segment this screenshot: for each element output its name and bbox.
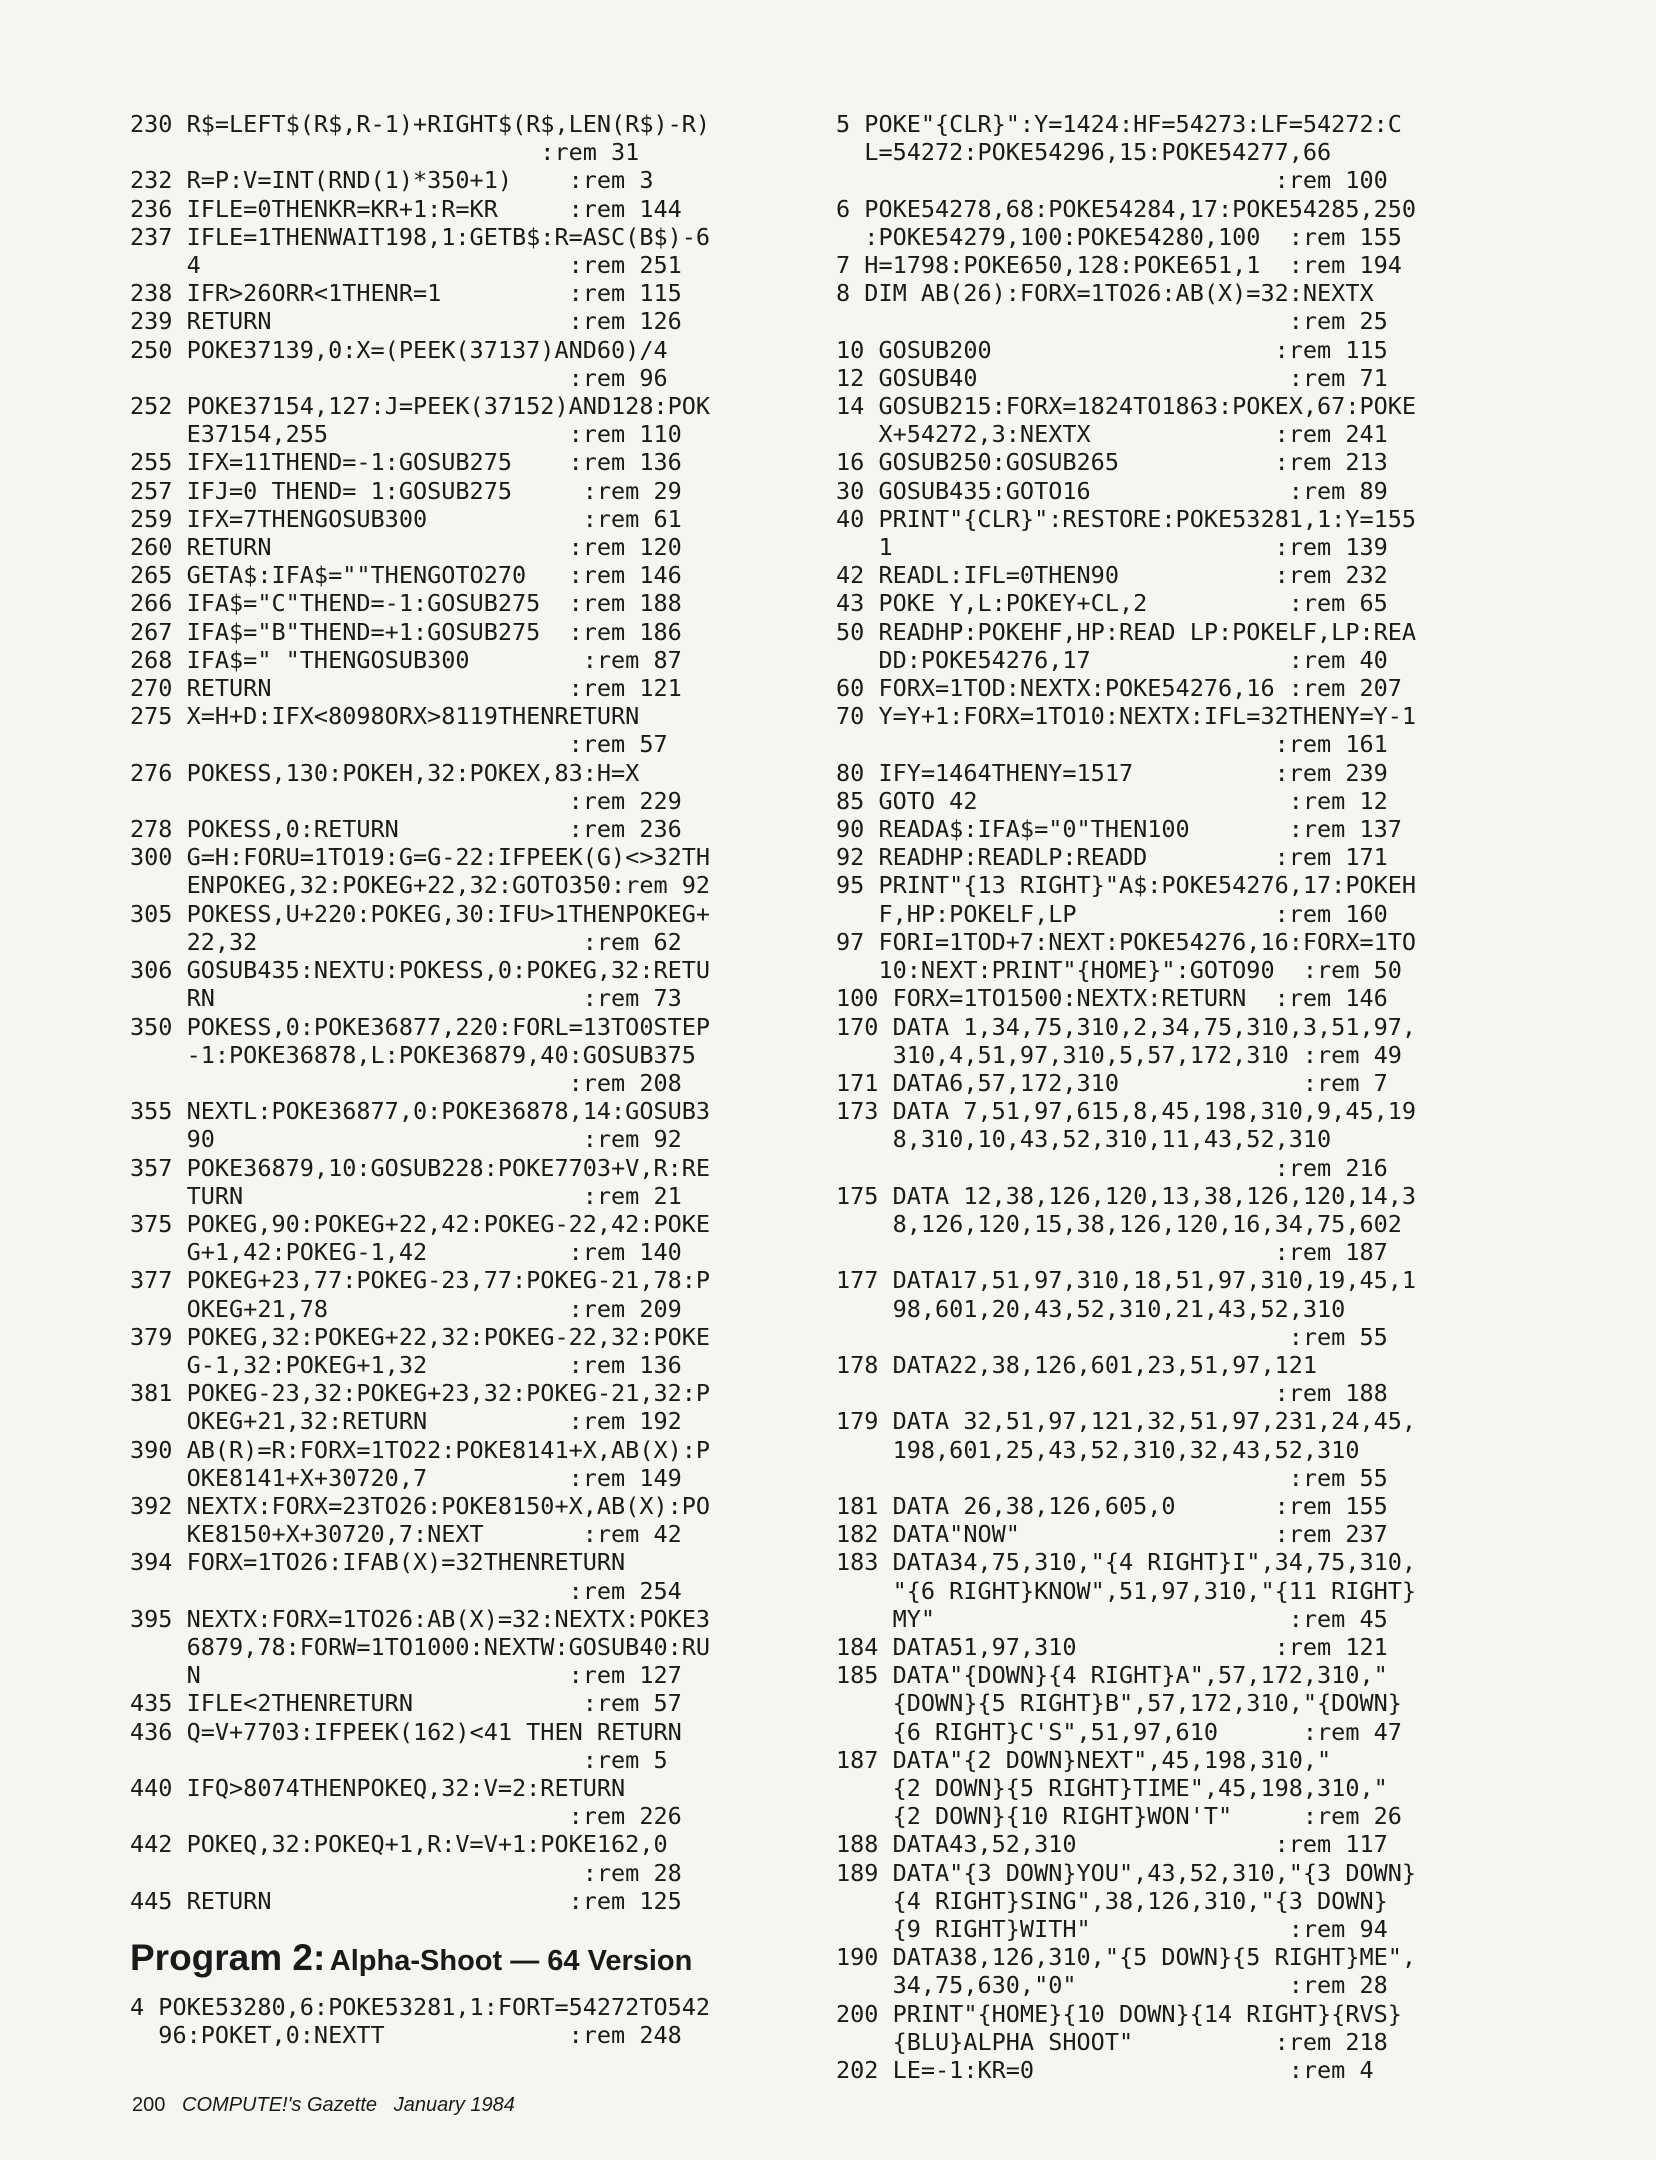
program-2-title: Alpha-Shoot — 64 Version xyxy=(329,1945,693,1977)
issue-date: January 1984 xyxy=(393,2094,515,2116)
program-2-listing-continued: 5 POKE"{CLR}":Y=1424:HF=54273:LF=54272:C L=54272:POKE54296,15:POKE54277,66 :rem 100 6 POKE54278,68:POKE54284,17:POKE54285,250 :POKE54279,100:POKE54280,100 :rem 155 7 H=1798:POKE650,128:POKE651,1 :rem 194 8 DIM AB(26):FORX=1TO26:AB(X)=32:NEXTX :rem 25 10 GOSUB200 :rem 115 12 GOSUB40 :rem 71 14 GOSUB215:FORX=1824TO1863:POKEX,67:POKE X+54272,3:NEXTX :rem 241 16 GOSUB250:GOSUB265 :rem 213 30 GOSUB435:GOTO16 :rem 89 40 PRINT"{CLR}":RESTORE:POKE53281,1:Y=155 1 :rem 139 42 READL:IFL=0THEN90 :rem 232 43 POKE Y,L:POKEY+CL,2 :rem 65 50 READHP:POKEHF,HP:READ LP:POKELF,LP:REA DD:POKE54276,17 :rem 40 60 FORX=1TOD:NEXTX:POKE54276,16 :rem 207 70 Y=Y+1:FORX=1TO10:NEXTX:IFL=32THENY=Y-1 :rem 161 80 IFY=1464THENY=1517 :rem 239 85 GOTO 42 :rem 12 90 READA$:IFA$="0"THEN100 :rem 137 92 READHP:READLP:READD :rem 171 95 PRINT"{13 RIGHT}"A$:POKE54276,17:POKEH F,HP:POKELF,LP :rem 160 97 FORI=1TOD+7:NEXT:POKE54276,16:FORX=1TO 10:NEXT:PRINT"{HOME}":GOTO90 :rem 50 100 FORX=1TO1500:NEXTX:RETURN :rem 146 170 DATA 1,34,75,310,2,34,75,310,3,51,97, 310,4,51,97,310,5,57,172,310 :rem 49 171 DATA6,57,172,310 :rem 7 173 DATA 7,51,97,615,8,45,198,310,9,45,19 8,310,10,43,52,310,11,43,52,310 :rem 216 175 DATA 12,38,126,120,13,38,126,120,14,3 8,126,120,15,38,126,120,16,34,75,602 :rem 187 177 DATA17,51,97,310,18,51,97,310,19,45,1 98,601,20,43,52,310,21,43,52,310 :rem 55 178 DATA22,38,126,601,23,51,97,121 :rem 188 179 DATA 32,51,97,121,32,51,97,231,24,45, 198,601,25,43,52,310,32,43,52,310 :rem 55 181 DATA 26,38,126,605,0 :rem 155 182 DATA"NOW" :rem 237 183 DATA34,75,310,"{4 RIGHT}I",34,75,310, "{6 RIGHT}KNOW",51,97,310,"{11 RIGHT} MY" :rem 45 184 DATA51,97,310 :rem 121 185 DATA"{DOWN}{4 RIGHT}A",57,172,310," {DOWN}{5 RIGHT}B",57,172,310,"{DOWN} {6 RIGHT}C'S",51,97,610 :rem 47 187 DATA"{2 DOWN}NEXT",45,198,310," {2 DOWN}{5 RIGHT}TIME",45,198,310," {2 DOWN}{10 RIGHT}WON'T" :rem 26 188 DATA43,52,310 :rem 117 189 DATA"{3 DOWN}YOU",43,52,310,"{3 DOWN} {4 RIGHT}SING",38,126,310,"{3 DOWN} {9 RIGHT}WITH" :rem 94 190 DATA38,126,310,"{5 DOWN}{5 RIGHT}ME", 34,75,630,"0" :rem 28 200 PRINT"{HOME}{10 DOWN}{14 RIGHT}{RVS} {BLU}ALPHA SHOOT" :rem 218 202 LE=-1:KR=0 :rem 4 xyxy=(836,110,1417,2085)
page-footer xyxy=(132,2094,515,2117)
magazine-name: COMPUTE!'s Gazette xyxy=(182,2094,378,2116)
program-2-heading xyxy=(130,1937,820,1979)
page-number: 200 xyxy=(132,2094,166,2116)
program-2-listing-start: 4 POKE53280,6:POKE53281,1:FORT=54272TO542 96:POKET,0:NEXTT :rem 248 xyxy=(130,1993,711,2050)
program-1-listing-continued: 230 R$=LEFT$(R$,R-1)+RIGHT$(R$,LEN(R$)-R) :rem 31 232 R=P:V=INT(RND(1)*350+1) :rem 3 236 IFLE=0THENKR=KR+1:R=KR :rem 144 237 IFLE=1THENWAIT198,1:GETB$:R=ASC(B$)-6 4 :rem 251 238 IFR>26ORR<1THENR=1 :rem 115 239 RETURN :rem 126 250 POKE37139,0:X=(PEEK(37137)AND60)/4 :rem 96 252 POKE37154,127:J=PEEK(37152)AND128:POK E37154,255 :rem 110 255 IFX=11THEND=-1:GOSUB275 :rem 136 257 IFJ=0 THEND= 1:GOSUB275 :rem 29 259 IFX=7THENGOSUB300 :rem 61 260 RETURN :rem 120 265 GETA$:IFA$=""THENGOTO270 :rem 146 266 IFA$="C"THEND=-1:GOSUB275 :rem 188 267 IFA$="B"THEND=+1:GOSUB275 :rem 186 268 IFA$=" "THENGOSUB300 :rem 87 270 RETURN :rem 121 275 X=H+D:IFX<8098ORX>8119THENRETURN :rem 57 276 POKESS,130:POKEH,32:POKEX,83:H=X :rem 229 278 POKESS,0:RETURN :rem 236 300 G=H:FORU=1TO19:G=G-22:IFPEEK(G)<>32TH ENPOKEG,32:POKEG+22,32:GOTO350:rem 92 305 POKESS,U+220:POKEG,30:IFU>1THENPOKEG+ 22,32 :rem 62 306 GOSUB435:NEXTU:POKESS,0:POKEG,32:RETU RN :rem 73 350 POKESS,0:POKE36877,220:FORL=13TO0STEP -1:POKE36878,L:POKE36879,40:GOSUB375 :rem 208 355 NEXTL:POKE36877,0:POKE36878,14:GOSUB3 90 :rem 92 357 POKE36879,10:GOSUB228:POKE7703+V,R:RE TURN :rem 21 375 POKEG,90:POKEG+22,42:POKEG-22,42:POKE G+1,42:POKEG-1,42 :rem 140 377 POKEG+23,77:POKEG-23,77:POKEG-21,78:P OKEG+21,78 :rem 209 379 POKEG,32:POKEG+22,32:POKEG-22,32:POKE G-1,32:POKEG+1,32 :rem 136 381 POKEG-23,32:POKEG+23,32:POKEG-21,32:P OKEG+21,32:RETURN :rem 192 390 AB(R)=R:FORX=1TO22:POKE8141+X,AB(X):P OKE8141+X+30720,7 :rem 149 392 NEXTX:FORX=23TO26:POKE8150+X,AB(X):PO KE8150+X+30720,7:NEXT :rem 42 394 FORX=1TO26:IFAB(X)=32THENRETURN :rem 254 395 NEXTX:FORX=1TO26:AB(X)=32:NEXTX:POKE3 6879,78:FORW=1TO1000:NEXTW:GOSUB40:RU N :rem 127 435 IFLE<2THENRETURN :rem 57 436 Q=V+7703:IFPEEK(162)<41 THEN RETURN :rem 5 440 IFQ>8074THENPOKEQ,32:V=2:RETURN :rem 226 442 POKEQ,32:POKEQ+1,R:V=V+1:POKE162,0 :rem 28 445 RETURN :rem 125 xyxy=(130,110,711,1915)
program-2-label: Program 2: xyxy=(130,1937,326,1978)
right-column xyxy=(836,110,1526,2084)
left-column xyxy=(130,110,820,2049)
